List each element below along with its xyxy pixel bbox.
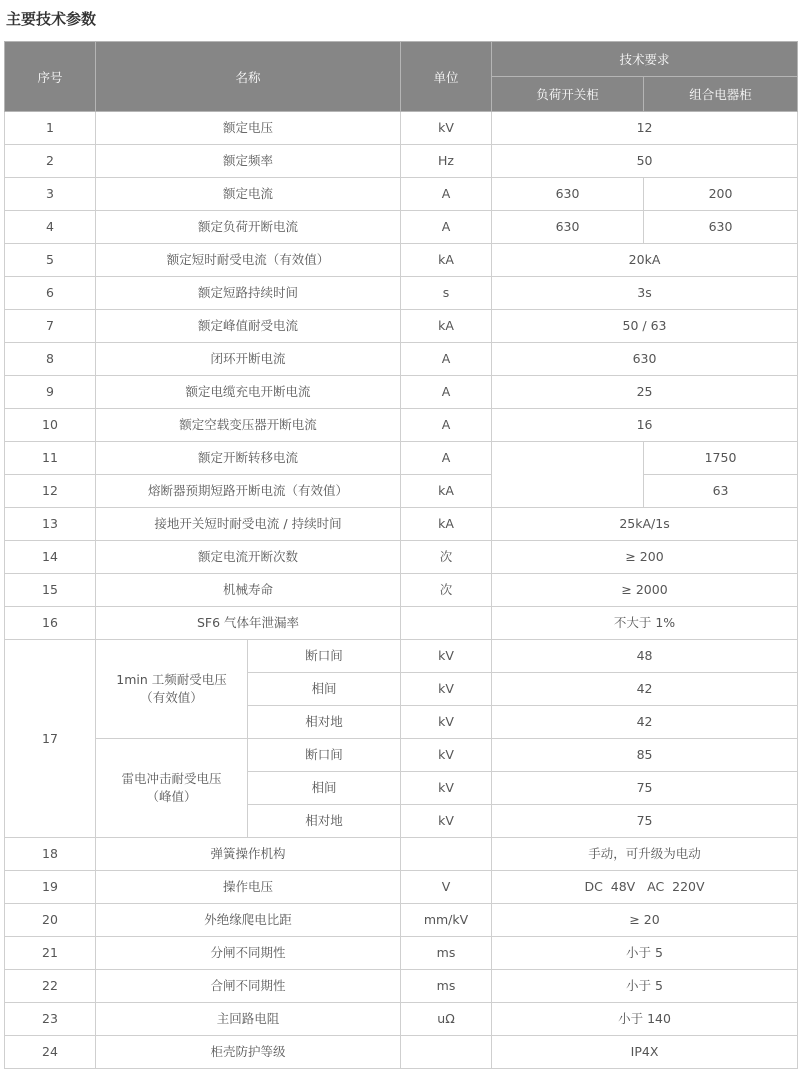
table-row <box>5 640 798 673</box>
param-unit: A <box>401 343 492 376</box>
header-combo: 组合电器柜 <box>644 77 798 112</box>
table-row <box>5 508 798 541</box>
table-row <box>5 442 798 475</box>
param-value: 630 <box>492 343 798 376</box>
param-unit <box>401 1036 492 1069</box>
row-number: 5 <box>5 244 96 277</box>
param-unit: A <box>401 178 492 211</box>
param-unit: mm/kV <box>401 904 492 937</box>
param-unit: uΩ <box>401 1003 492 1036</box>
param-unit: kV <box>401 772 492 805</box>
param-value: 50 / 63 <box>492 310 798 343</box>
param-value-load-switch: 630 <box>492 178 644 211</box>
param-name: 额定电流 <box>96 178 401 211</box>
row-number: 8 <box>5 343 96 376</box>
table-row <box>5 838 798 871</box>
param-name: 额定短路持续时间 <box>96 277 401 310</box>
table-row <box>5 244 798 277</box>
group-label-power-frequency <box>96 640 248 739</box>
param-value-combo: 200 <box>644 178 798 211</box>
table-row <box>5 541 798 574</box>
row-number: 11 <box>5 442 96 475</box>
param-name: 额定频率 <box>96 145 401 178</box>
table-row <box>5 211 798 244</box>
param-unit: A <box>401 376 492 409</box>
row-number: 19 <box>5 871 96 904</box>
param-unit: kA <box>401 310 492 343</box>
param-value-combo: 1750 <box>644 442 798 475</box>
row-number: 23 <box>5 1003 96 1036</box>
param-unit: 次 <box>401 541 492 574</box>
table-row <box>5 970 798 1003</box>
param-unit: kV <box>401 739 492 772</box>
param-value: 85 <box>492 739 798 772</box>
param-value: 小于 5 <box>492 937 798 970</box>
sub-param-name: 相对地 <box>248 805 401 838</box>
row-number: 21 <box>5 937 96 970</box>
param-unit: ms <box>401 937 492 970</box>
row-number: 7 <box>5 310 96 343</box>
row-number: 2 <box>5 145 96 178</box>
param-value: IP4X <box>492 1036 798 1069</box>
sub-param-name: 相间 <box>248 772 401 805</box>
param-unit: kA <box>401 475 492 508</box>
page-title: 主要技术参数 <box>6 10 97 28</box>
table-row <box>5 376 798 409</box>
param-name: 机械寿命 <box>96 574 401 607</box>
row-number: 22 <box>5 970 96 1003</box>
sub-param-name: 断口间 <box>248 640 401 673</box>
param-name: 柜壳防护等级 <box>96 1036 401 1069</box>
param-name: SF6 气体年泄漏率 <box>96 607 401 640</box>
param-name: 合闸不同期性 <box>96 970 401 1003</box>
table-row <box>5 178 798 211</box>
row-number: 24 <box>5 1036 96 1069</box>
header-unit: 单位 <box>401 42 492 112</box>
param-value-load-switch: 630 <box>492 211 644 244</box>
param-value: ≥ 200 <box>492 541 798 574</box>
param-value: 42 <box>492 706 798 739</box>
row-number: 16 <box>5 607 96 640</box>
row-number: 12 <box>5 475 96 508</box>
row-number: 10 <box>5 409 96 442</box>
param-value-combo: 630 <box>644 211 798 244</box>
header-load-switch: 负荷开关柜 <box>492 77 644 112</box>
param-value: DC 48V AC 220V <box>492 871 798 904</box>
row-number: 3 <box>5 178 96 211</box>
param-unit: kA <box>401 508 492 541</box>
param-unit: kV <box>401 706 492 739</box>
header-requirements: 技术要求 <box>492 42 798 77</box>
header-name: 名称 <box>96 42 401 112</box>
param-unit <box>401 838 492 871</box>
param-unit <box>401 607 492 640</box>
table-row <box>5 1036 798 1069</box>
param-name: 额定电流开断次数 <box>96 541 401 574</box>
param-name: 额定开断转移电流 <box>96 442 401 475</box>
group-label-line1: 1min 工频耐受电压 <box>116 672 227 687</box>
header-index: 序号 <box>5 42 96 112</box>
param-name: 额定峰值耐受电流 <box>96 310 401 343</box>
param-unit: kA <box>401 244 492 277</box>
param-value: 48 <box>492 640 798 673</box>
table-row <box>5 904 798 937</box>
table-row <box>5 310 798 343</box>
param-value: ≥ 20 <box>492 904 798 937</box>
sub-param-name: 相间 <box>248 673 401 706</box>
param-unit: kV <box>401 805 492 838</box>
table-row <box>5 475 798 508</box>
row-number: 9 <box>5 376 96 409</box>
param-value-load-switch <box>492 442 644 475</box>
param-value: ≥ 2000 <box>492 574 798 607</box>
row-number: 1 <box>5 112 96 145</box>
row-number: 17 <box>5 640 96 838</box>
param-value: 75 <box>492 772 798 805</box>
param-value: 42 <box>492 673 798 706</box>
param-value: 3s <box>492 277 798 310</box>
param-unit: s <box>401 277 492 310</box>
param-value: 小于 140 <box>492 1003 798 1036</box>
param-unit: kV <box>401 673 492 706</box>
row-number: 6 <box>5 277 96 310</box>
param-name: 额定负荷开断电流 <box>96 211 401 244</box>
param-name: 主回路电阻 <box>96 1003 401 1036</box>
group-label-line2: （峰值） <box>146 789 197 804</box>
param-name: 熔断器预期短路开断电流（有效值） <box>96 475 401 508</box>
param-value: 小于 5 <box>492 970 798 1003</box>
param-value: 25 <box>492 376 798 409</box>
param-unit: A <box>401 211 492 244</box>
param-unit: A <box>401 409 492 442</box>
row-number: 13 <box>5 508 96 541</box>
spec-table <box>4 41 798 1069</box>
row-number: 18 <box>5 838 96 871</box>
group-label-line2: （有效值） <box>140 690 203 705</box>
param-value: 50 <box>492 145 798 178</box>
param-name: 外绝缘爬电比距 <box>96 904 401 937</box>
param-name: 操作电压 <box>96 871 401 904</box>
param-name: 分闸不同期性 <box>96 937 401 970</box>
param-unit: 次 <box>401 574 492 607</box>
param-name: 接地开关短时耐受电流 / 持续时间 <box>96 508 401 541</box>
table-row <box>5 343 798 376</box>
param-name: 额定电压 <box>96 112 401 145</box>
param-unit: ms <box>401 970 492 1003</box>
row-number: 4 <box>5 211 96 244</box>
param-value: 16 <box>492 409 798 442</box>
table-row <box>5 739 798 772</box>
param-unit: kV <box>401 112 492 145</box>
table-row <box>5 607 798 640</box>
table-row <box>5 574 798 607</box>
param-name: 额定空载变压器开断电流 <box>96 409 401 442</box>
param-value-load-switch <box>492 475 644 508</box>
row-number: 20 <box>5 904 96 937</box>
param-value: 手动，可升级为电动 <box>492 838 798 871</box>
param-value: 25kA/1s <box>492 508 798 541</box>
param-name: 弹簧操作机构 <box>96 838 401 871</box>
param-value: 12 <box>492 112 798 145</box>
table-row <box>5 409 798 442</box>
param-value: 不大于 1% <box>492 607 798 640</box>
sub-param-name: 断口间 <box>248 739 401 772</box>
param-value: 75 <box>492 805 798 838</box>
param-name: 额定电缆充电开断电流 <box>96 376 401 409</box>
row-number: 15 <box>5 574 96 607</box>
group-label-line1: 雷电冲击耐受电压 <box>121 771 222 786</box>
param-unit: V <box>401 871 492 904</box>
sub-param-name: 相对地 <box>248 706 401 739</box>
table-row <box>5 1003 798 1036</box>
table-row <box>5 277 798 310</box>
table-row <box>5 937 798 970</box>
param-unit: A <box>401 442 492 475</box>
param-name: 闭环开断电流 <box>96 343 401 376</box>
param-unit: kV <box>401 640 492 673</box>
table-row <box>5 871 798 904</box>
row-number: 14 <box>5 541 96 574</box>
group-label-lightning-impulse <box>96 739 248 838</box>
param-value: 20kA <box>492 244 798 277</box>
param-value-combo: 63 <box>644 475 798 508</box>
param-unit: Hz <box>401 145 492 178</box>
param-name: 额定短时耐受电流（有效值） <box>96 244 401 277</box>
table-row <box>5 112 798 145</box>
table-row <box>5 145 798 178</box>
